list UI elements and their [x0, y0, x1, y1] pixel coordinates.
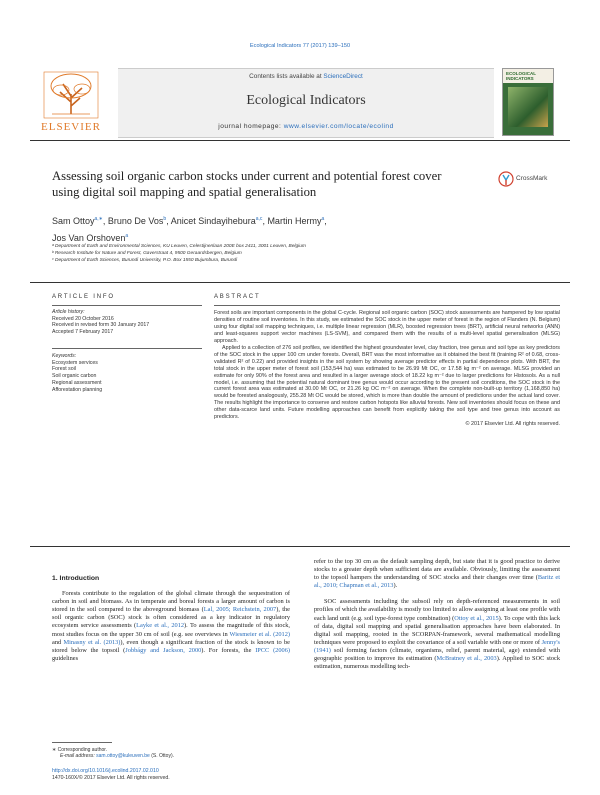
journal-banner [118, 68, 494, 138]
text-run: ). To assess the magnitude of this stock, most studies focus on the upper 30 cm of soil (e.g. see overviews in [52, 622, 291, 638]
citation-link[interactable]: Jobbágy and Jackson, 2000 [125, 646, 202, 654]
affiliations-rule [30, 282, 570, 283]
abstract-copyright: © 2017 Elsevier Ltd. All rights reserved. [465, 421, 560, 428]
elsevier-logo [30, 68, 112, 136]
text-run: ). [393, 582, 398, 590]
author-sup[interactable]: a,c [255, 216, 263, 222]
intro-paragraph-2 [314, 598, 560, 671]
text-run: refer to the top 30 cm as the default sampling depth, but state that it is good practice to derive stocks to a greater depth when sufficient data are available. Obviously, limiting the assessment to the topsoil hampers the understanding of SOC stocks and their changes over time ( [314, 558, 560, 582]
info-mid-rule [52, 348, 202, 349]
keyword-item: Forest soil [52, 366, 76, 373]
keywords-block [52, 353, 202, 393]
text-run: guidelines [52, 654, 79, 662]
journal-title: Ecological Indicators [246, 93, 366, 108]
cover-banner [503, 69, 553, 83]
corresponding-author-note: ∗ Corresponding author. [52, 747, 108, 753]
abstract-end-rule [30, 546, 570, 547]
history-revised: Received in revised form 30 January 2017 [52, 322, 150, 329]
email-link[interactable]: sam.ottoy@kuleuven.be [96, 753, 150, 760]
author-separator: , [324, 216, 327, 226]
article-history [52, 309, 202, 336]
homepage-link[interactable]: www.elsevier.com/locate/ecolind [283, 123, 394, 130]
crossmark-icon [498, 171, 514, 189]
doi-link[interactable]: http://dx.doi.org/10.1016/j.ecolind.2017.02.010 [52, 768, 159, 774]
history-heading: Article history: [52, 309, 85, 315]
text-run: and [52, 638, 64, 646]
author-vanorshoven[interactable]: Jos Van Orshoven [52, 233, 126, 243]
author-devos[interactable]: , Bruno De Vos [102, 216, 164, 226]
homepage-prefix: journal homepage: [218, 123, 284, 130]
body-column-right [314, 558, 560, 671]
citation-link[interactable]: Ottoy et al., 2015 [454, 614, 499, 622]
footnote [52, 747, 290, 760]
keyword-item: Regional assessment [52, 379, 102, 386]
citation-link[interactable]: Baritz et al., 2010; Chapman et al., 2013 [314, 574, 561, 590]
sciencedirect-link[interactable]: ScienceDirect [323, 73, 363, 80]
keyword-item: Soil organic carbon [52, 373, 97, 380]
publisher-name: ELSEVIER [41, 121, 101, 133]
author-sindayihebura[interactable]: , Anicet Sindayihebura [166, 216, 256, 226]
text-run: SOC assessments including the subsoil rely on depth-referenced measurements in soil profiles of which the availability is mostly too limited to allow assigning at least one profile with each land unit (e.g. soil type-forest type combination) ( [314, 598, 560, 622]
citation-link[interactable]: IPCC (2006) [255, 646, 290, 654]
header-rule [30, 140, 570, 141]
text-run: soil forming factors (climate, organisms, relief, parent material, age) extended with geographic position to improve its estimation ( [314, 646, 560, 663]
issn-line: 1470-160X/© 2017 Elsevier Ltd. All rights reserved. [52, 774, 170, 781]
text-run: ). To cope with this lack of data, digital soil mapping and spatial generalisation approaches have been elaborated. In digital soil mapping, rooted in the SCORPAN-framework, several mathematical modelling techniques were proposed to exploit the covariance of a soil variable with one or more of [314, 614, 560, 646]
cover-image [508, 87, 548, 127]
intro-paragraph-1-cont [314, 558, 560, 590]
contents-line [118, 73, 494, 80]
affiliation-a: ᵃ Department of Earth and Environmental Sciences, KU Leuven, Celestijnenlaan 200E box 2411, 3001 Leuven, Belgium [52, 244, 306, 249]
author-list [52, 212, 482, 246]
doi-block [52, 768, 352, 781]
email-label: E-mail address: [60, 753, 97, 760]
history-accepted: Accepted 7 February 2017 [52, 329, 114, 336]
crossmark-label: CrossMark [516, 175, 548, 182]
keywords-heading: Keywords: [52, 353, 77, 359]
keyword-item: Afforestation planning [52, 386, 103, 393]
journal-cover [502, 68, 554, 136]
affiliation-c: ᶜ Department of Earth Sciences, Burundi University, P.O. Box 1550 Bujumbura, Burundi [52, 258, 238, 264]
citation-link[interactable]: Wiesmeier et al. (2012) [229, 630, 291, 638]
intro-paragraph-1 [52, 590, 290, 663]
journal-reference[interactable]: Ecological Indicators 77 (2017) 139–150 [249, 43, 351, 49]
text-run: Forests contribute to the regulation of the global climate through the sequestration of carbon in soil and biomass. As in temperate and boreal forests a larger amount of carbon is stored in the soil compared to the aboveground biomass ( [52, 590, 290, 614]
text-run: ). For forests, the [201, 646, 256, 654]
citation-link[interactable]: Lal, 2005; Reichstein, 2007 [203, 606, 277, 614]
info-rule [52, 305, 202, 306]
journal-header [30, 68, 570, 138]
abstract-paragraph-1: Forest soils are important components in the global C-cycle. Regional soil organic carbon (SOC) stock assessments are hampered by low spatial densities of routine soil inventories. In this study, we estimated the SOC stock in the upper meter of forest in the region of Flanders (N. Belgium) using four digital soil mapping techniques, i.e. multiple linear regression (MLR), boosted regression trees (BRT), artificial neural networks (ANN) and least-squares support vector machines (LS-SVM), and compared them with the results of a multi-level spatial generalisation (MLSG) approach. [214, 310, 560, 344]
body-column-left [52, 575, 290, 663]
author-sup[interactable]: a [321, 216, 325, 222]
article-info-heading: ARTICLE INFO [52, 294, 115, 300]
text-run: ). Applied to SOC stock estimation, numerous modelling tech- [314, 655, 560, 671]
text-run: ), even though a significant fraction of the stock is known to be stored below the topsoil ( [52, 638, 290, 654]
affiliation-b: ᵇ Research Institute for Nature and Forest, Gaverstraat 4, 9500 Geraardsbergen, Belgium [52, 251, 242, 257]
abstract-rule [214, 305, 560, 306]
citation-link[interactable]: McBratney et al., 2003 [436, 655, 497, 663]
email-suffix: (S. Ottoy). [149, 753, 175, 760]
article-title: Assessing soil organic carbon stocks under current and potential forest cover using digital soil mapping and spatial generalisation [52, 169, 442, 199]
citation-link[interactable]: Minasny et al. (2013) [63, 638, 121, 646]
history-received: Received 20 October 2016 [52, 315, 114, 322]
abstract-heading: ABSTRACT [214, 294, 261, 300]
citation-link[interactable]: Layke et al., 2012 [136, 622, 185, 630]
author-sup[interactable]: a [125, 233, 129, 239]
contents-prefix: Contents lists available at [249, 73, 324, 80]
author-hermy[interactable]: , Martin Hermy [262, 216, 322, 226]
homepage-line [118, 123, 494, 130]
text-run: ), the soil organic carbon (SOC) stock is often considered as a key indicator in regulatory ecosystem service assessments ( [52, 606, 290, 630]
crossmark-badge[interactable] [498, 171, 568, 191]
section-heading-introduction: 1. Introduction [52, 575, 100, 582]
keyword-item: Ecosystem services [52, 359, 98, 366]
affiliations [52, 243, 552, 265]
author-sup[interactable]: b [163, 216, 167, 222]
footnote-rule [52, 742, 112, 743]
author-ottoy[interactable]: Sam Ottoy [52, 216, 95, 226]
abstract-body [214, 310, 560, 428]
abstract-paragraph-2: Applied to a collection of 276 soil profiles, we identified the highest groundwater level, clay fraction, tree genus and soil type as key predictors of the SOC stock in the upper 100 cm under forests. Overall, BRT was the most informative as it obtained the best fit (training R² of 0.68, cross-validated R² of 0.22) and provided insights in the soil system by showing average predictor effects in partial dependence plots. With BRT, the total stock in the upper meter of forest soil (153,544 ha) was estimated to be 26.99 Mt OC, or 17.58 kg m⁻² on average. MLSG provided an estimate for only 90% of the forest area and resulted in a larger average stock of 18.22 kg m⁻² due to larger predictions for Histosols. As a null model, i.e. assuming that the potential natural dominant tree genus would occur according to the present soil conditions, the SOC stock in the current forest area was estimated at 30.00 Mt OC, or 21.26 kg OC m⁻² on average. When the complete non-built-up territory (1,168,850 ha) would be forested analogously, 255.28 Mt OC would be stored, which is more than double the amount of predictions under the actual land cover. The results highlight the importance to conserve and restore carbon hotspots like alluvial forests. New soil inventories should focus on these and other data-scarce land units. Future modelling approaches can benefit from explicitly taking the soil type and tree genus into account as predictors. [214, 344, 560, 421]
author-sup[interactable]: a,∗ [94, 216, 103, 222]
citation-link[interactable]: Jenny's (1941) [314, 638, 561, 654]
cover-title: ECOLOGICAL INDICATORS [506, 71, 536, 81]
